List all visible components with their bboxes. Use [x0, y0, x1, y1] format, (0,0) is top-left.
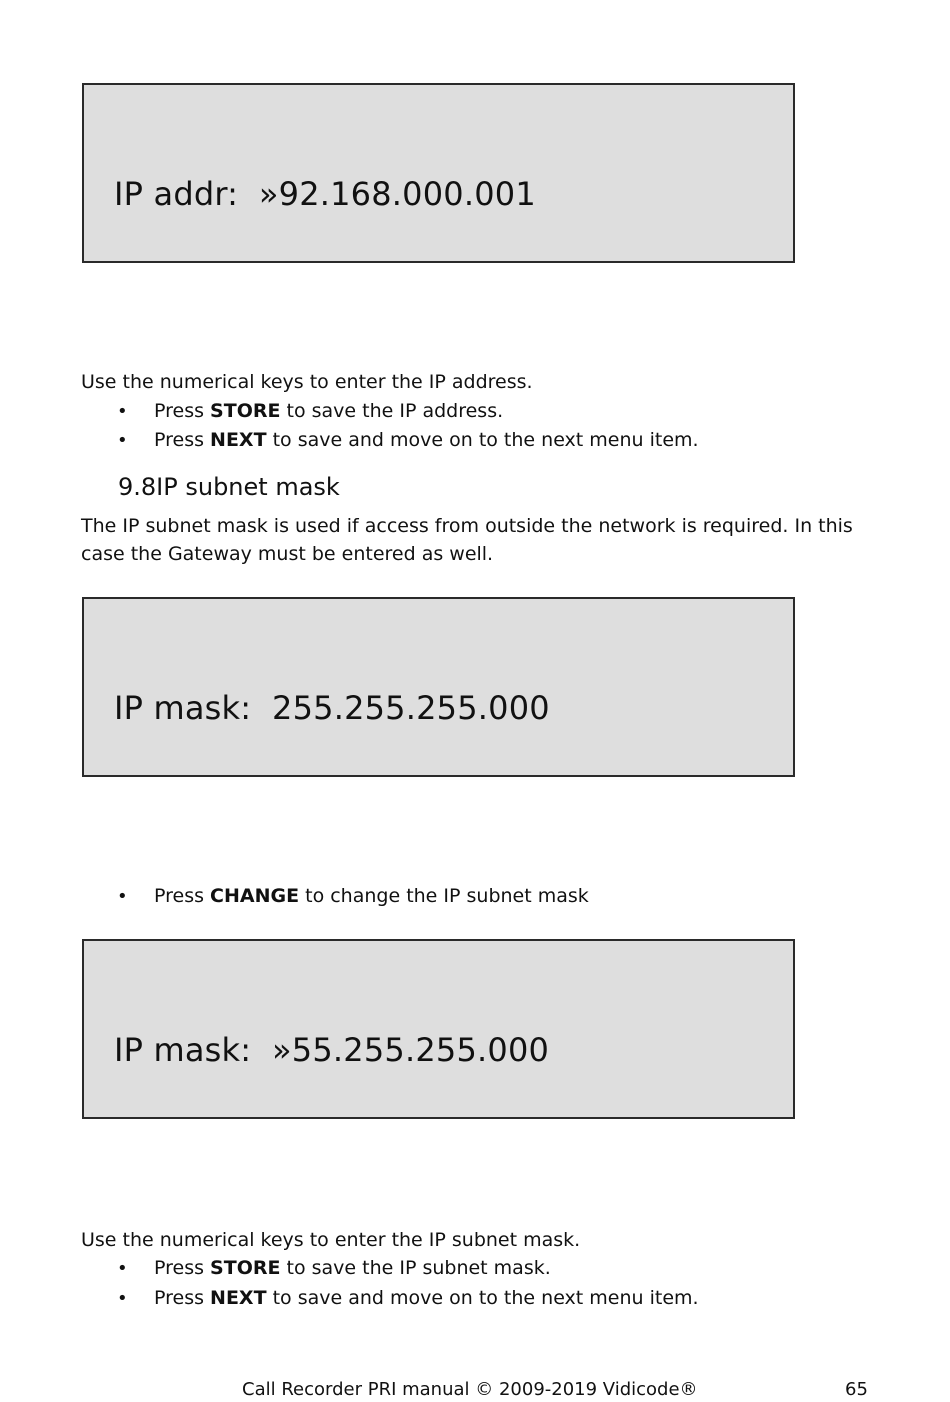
bullet-icon: • [117, 401, 128, 422]
paragraph-line: case the Gateway must be entered as well. [81, 543, 494, 565]
section-heading [118, 472, 340, 502]
bullet-item: • Press STORE to save the IP subnet mask. [117, 1254, 551, 1283]
key-name: NEXT [210, 429, 267, 451]
section-title: IP subnet mask [156, 473, 340, 501]
key-name: STORE [210, 400, 281, 422]
section-number: 9.8 [118, 473, 157, 501]
lcd-text: IP mask: »55.255.255.000 [114, 1031, 550, 1069]
paragraph-line: The IP subnet mask is used if access from outside the network is required. In this [81, 515, 853, 537]
bullet-item: • Press NEXT to save and move on to the next menu item. [117, 1284, 699, 1313]
lcd-display-ip-mask-edit [82, 939, 795, 1119]
lcd-display-ip-mask [82, 597, 795, 777]
footer-text: Call Recorder PRI manual © 2009-2019 Vidicode® [242, 1379, 698, 1400]
bullet-icon: • [117, 1288, 128, 1309]
instruction-text: Use the numerical keys to enter the IP address. [81, 371, 533, 393]
bullet-icon: • [117, 430, 128, 451]
bullet-item: • Press CHANGE to change the IP subnet mask [117, 882, 589, 911]
lcd-text: IP mask: 255.255.255.000 [114, 689, 550, 727]
bullet-icon: • [117, 886, 128, 907]
lcd-display-ip-address [82, 83, 795, 263]
bullet-item: • Press NEXT to save and move on to the next menu item. [117, 426, 699, 455]
bullet-icon: • [117, 1258, 128, 1279]
key-name: STORE [210, 1257, 281, 1279]
page-number: 65 [845, 1379, 868, 1400]
key-name: NEXT [210, 1287, 267, 1309]
instruction-text: Use the numerical keys to enter the IP subnet mask. [81, 1229, 581, 1251]
key-name: CHANGE [210, 885, 300, 907]
bullet-item: • Press STORE to save the IP address. [117, 397, 503, 426]
lcd-text: IP addr: »92.168.000.001 [114, 175, 536, 213]
